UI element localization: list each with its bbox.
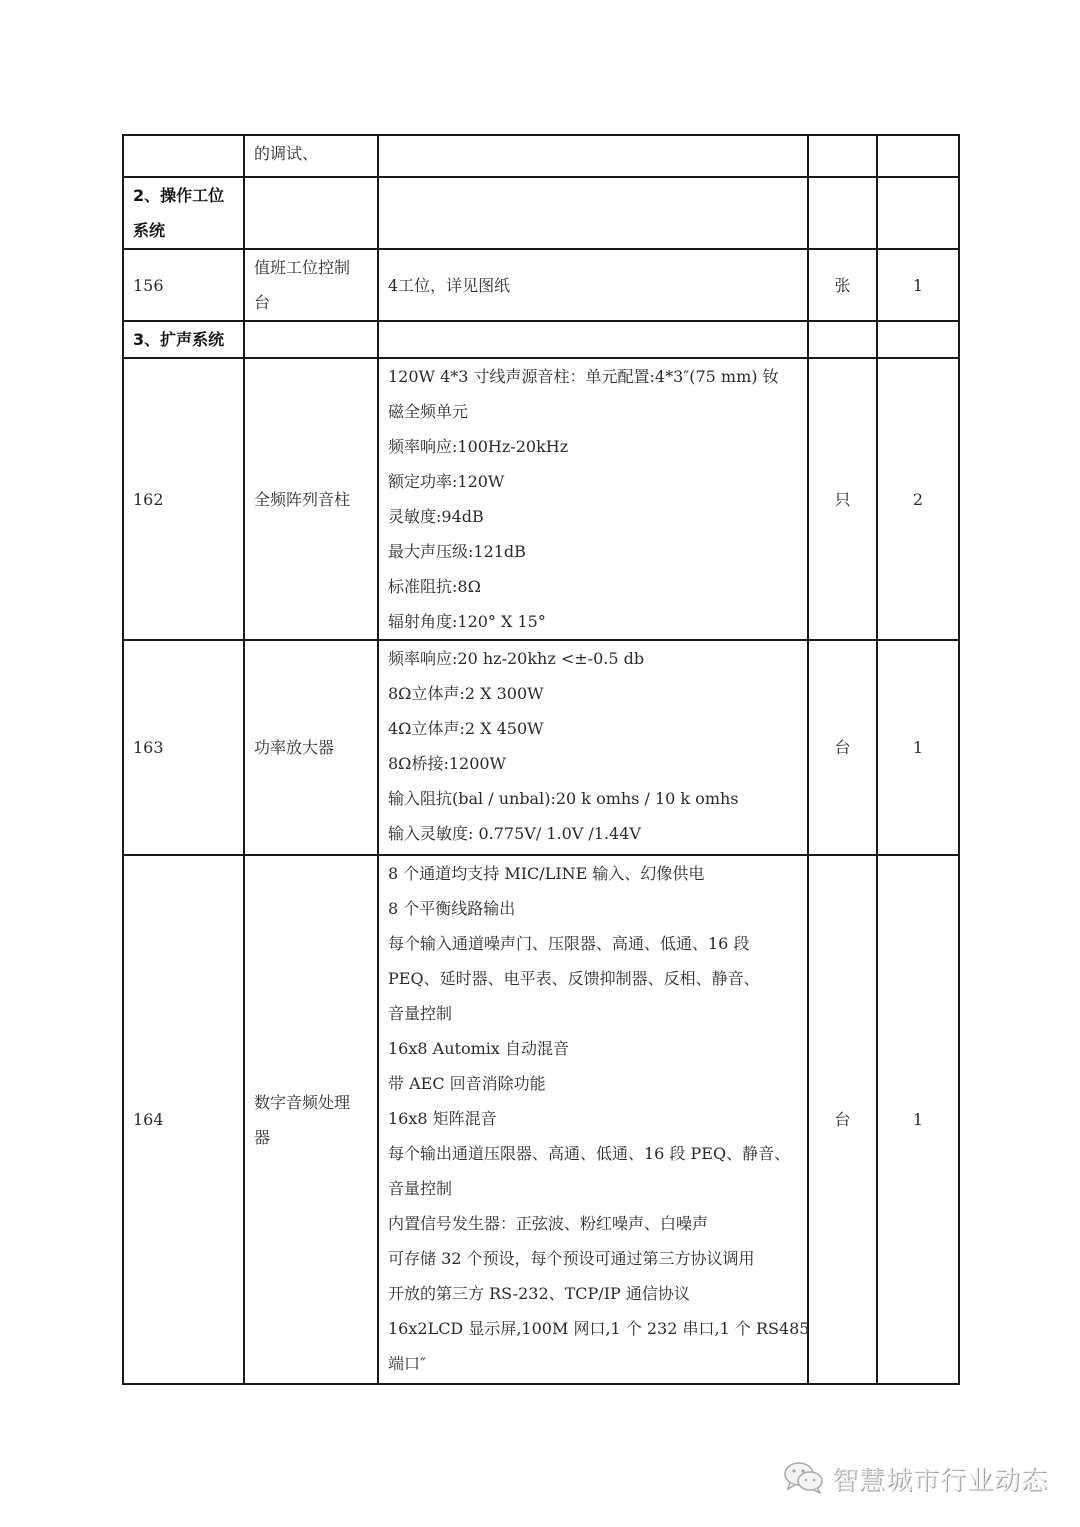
unit: 张: [834, 275, 851, 295]
table-row: [123, 358, 959, 640]
item-name-cell: [244, 855, 378, 1384]
section-title: [123, 177, 244, 249]
text-line: 数字音频处理: [254, 1092, 351, 1112]
text-line: 频率响应:100Hz-20kHz: [388, 437, 569, 456]
item-number-cell: [123, 358, 244, 640]
quantity: 1: [912, 275, 924, 295]
text-line: 开放的第三方 RS-232、TCP/IP 通信协议: [388, 1284, 690, 1303]
text-line: 台: [254, 293, 271, 312]
text-line: 最大声压级:121dB: [388, 542, 526, 561]
text-line: 内置信号发生器：正弦波、粉红噪声、白噪声: [388, 1214, 709, 1233]
text-line: 120W 4*3 寸线声源音柱：单元配置:4*3″(75 mm) 钕: [388, 367, 779, 386]
quantity-cell: [877, 640, 959, 855]
wechat-icon: [782, 1460, 826, 1496]
item-name-cell: [244, 640, 378, 855]
text-line: 8Ω立体声:2 X 300W: [388, 684, 544, 703]
unit-cell: [808, 640, 877, 855]
item-number: 164: [133, 1110, 164, 1129]
text-line: 磁全频单元: [388, 402, 469, 421]
quantity-cell: [877, 358, 959, 640]
text-line: 值班工位控制: [254, 258, 351, 277]
text-line: 频率响应:20 hz-20khz <±-0.5 db: [388, 649, 645, 668]
quantity-cell: [877, 135, 959, 177]
text-line: 输入灵敏度: 0.775V/ 1.0V /1.44V: [388, 824, 641, 843]
item-name-cell: [244, 249, 378, 321]
text-line: 的调试、: [254, 144, 319, 163]
section-row: [123, 177, 959, 249]
text-line: 辐射角度:120° X 15°: [388, 612, 546, 631]
watermark: [782, 1458, 1048, 1498]
text-line: 灵敏度:94dB: [388, 507, 484, 526]
item-name-cell: [244, 135, 378, 177]
text-line: 带 AEC 回音消除功能: [388, 1074, 546, 1093]
item-description-cell: [378, 855, 808, 1384]
unit-cell: [808, 249, 877, 321]
item-description-cell: [378, 249, 808, 321]
item-number-cell: [123, 640, 244, 855]
text-line: 音量控制: [388, 1179, 453, 1198]
quantity: 1: [912, 1110, 924, 1129]
unit: 台: [834, 738, 851, 757]
item-number: 156: [133, 275, 164, 295]
quantity: 1: [912, 738, 924, 757]
section-title: [123, 321, 244, 358]
text-line: 端口″: [388, 1354, 426, 1373]
equipment-spec-table: [122, 134, 960, 1385]
table-row: [123, 249, 959, 321]
table-row: [123, 135, 959, 177]
text-line: 每个输入通道噪声门、压限器、高通、低通、16 段: [388, 934, 750, 953]
name-cell: [244, 177, 378, 249]
description-cell: [378, 177, 808, 249]
unit: 台: [834, 1110, 851, 1129]
watermark-text: 智慧城市行业动态: [832, 1465, 1049, 1496]
section-row: [123, 321, 959, 358]
quantity: 2: [912, 489, 924, 509]
quantity-cell: [877, 249, 959, 321]
text-line: 输入阻抗(bal / unbal):20 k omhs / 10 k omhs: [388, 789, 739, 808]
text-line: 4Ω立体声:2 X 450W: [388, 719, 544, 738]
quantity-cell: [877, 177, 959, 249]
text-line: 8 个通道均支持 MIC/LINE 输入、幻像供电: [388, 864, 705, 883]
text-line: 额定功率:120W: [388, 472, 505, 491]
unit-cell: [808, 855, 877, 1384]
item-number-cell: [123, 249, 244, 321]
text-line: 标准阻抗:8Ω: [388, 577, 481, 596]
description-cell: [378, 321, 808, 358]
item-description-cell: [378, 640, 808, 855]
text-line: 器: [254, 1127, 271, 1147]
text-line: PEQ、延时器、电平表、反馈抑制器、反相、静音、: [388, 969, 760, 988]
text-line: 可存储 32 个预设，每个预设可通过第三方协议调用: [388, 1249, 755, 1268]
text-line: 每个输出通道压限器、高通、低通、16 段 PEQ、静音、: [388, 1144, 791, 1163]
quantity-cell: [877, 321, 959, 358]
table-row: [123, 640, 959, 855]
text-line: 3、扩声系统: [133, 330, 225, 349]
item-description-cell: [378, 135, 808, 177]
item-name-cell: [244, 358, 378, 640]
text-line: 16x2LCD 显示屏,100M 网口,1 个 232 串口,1 个 RS485: [388, 1319, 810, 1338]
item-description-cell: [378, 358, 808, 640]
unit-cell: [808, 358, 877, 640]
quantity-cell: [877, 855, 959, 1384]
text-line: 功率放大器: [254, 738, 335, 757]
unit: 只: [834, 489, 851, 509]
text-line: 8Ω桥接:1200W: [388, 754, 507, 773]
unit-cell: [808, 177, 877, 249]
unit-cell: [808, 135, 877, 177]
text-line: 系统: [133, 221, 166, 240]
text-line: 16x8 Automix 自动混音: [388, 1039, 569, 1058]
text-line: 4工位，详见图纸: [388, 275, 511, 295]
item-number: 163: [133, 738, 164, 757]
item-number-cell: [123, 135, 244, 177]
unit-cell: [808, 321, 877, 358]
text-line: 16x8 矩阵混音: [388, 1109, 497, 1128]
text-line: 2、操作工位: [133, 186, 225, 205]
table-row: [123, 855, 959, 1384]
text-line: 全频阵列音柱: [254, 489, 351, 509]
text-line: 音量控制: [388, 1004, 453, 1023]
item-number: 162: [133, 489, 164, 509]
name-cell: [244, 321, 378, 358]
text-line: 8 个平衡线路输出: [388, 899, 516, 918]
item-number-cell: [123, 855, 244, 1384]
